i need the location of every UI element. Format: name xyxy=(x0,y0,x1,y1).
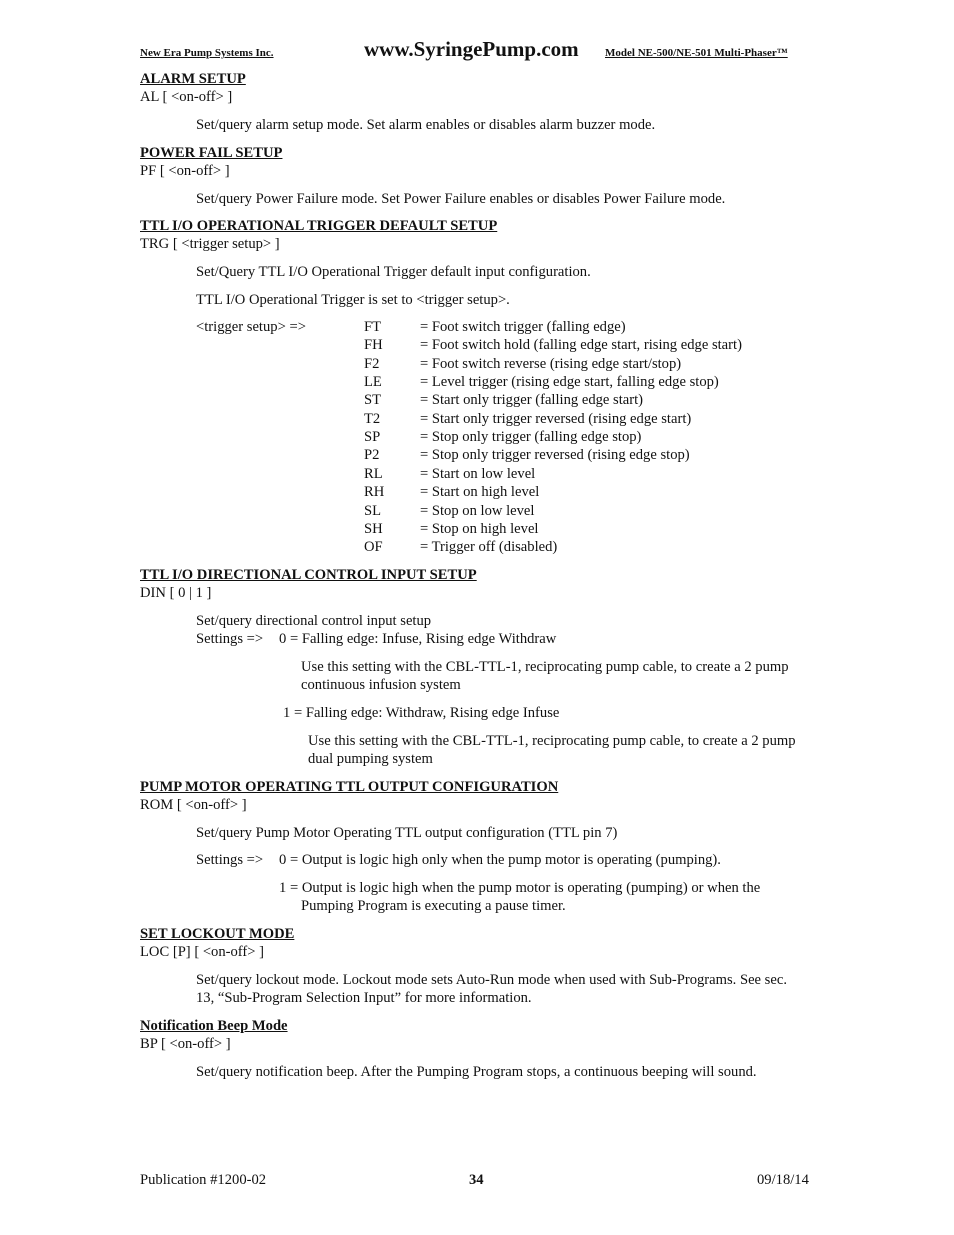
rom-option-0: 0 = Output is logic high only when the pump motor is operating (pumping). xyxy=(279,852,721,868)
rom-settings-label: Settings => xyxy=(196,852,264,868)
din-heading: TTL I/O DIRECTIONAL CONTROL INPUT SETUP xyxy=(140,567,477,583)
din-option-1-note-line-2: dual pumping system xyxy=(308,751,433,767)
din-settings-label: Settings => xyxy=(196,631,264,647)
footer-date: 09/18/14 xyxy=(757,1172,809,1188)
header-website: www.SyringePump.com xyxy=(364,37,579,61)
trigger-option-code: ST xyxy=(364,392,382,409)
trigger-option-code: RH xyxy=(364,484,385,501)
trigger-option-code: T2 xyxy=(364,410,381,427)
power-fail-description: Set/query Power Failure mode. Set Power Failure enables or disables Power Failure mode. xyxy=(196,191,726,207)
lockout-description-line-2: 13, “Sub-Program Selection Input” for more information. xyxy=(196,990,532,1006)
rom-heading: PUMP MOTOR OPERATING TTL OUTPUT CONFIGURATION xyxy=(140,779,559,795)
trigger-option-code: FH xyxy=(364,337,383,354)
trigger-option-code: SP xyxy=(364,429,381,446)
alarm-heading: ALARM SETUP xyxy=(140,71,246,87)
din-option-0: 0 = Falling edge: Infuse, Rising edge Withdraw xyxy=(279,631,557,647)
trigger-option-code: RL xyxy=(364,465,383,482)
rom-option-1-line-1: 1 = Output is logic high when the pump motor is operating (pumping) or when the xyxy=(279,880,761,896)
trigger-option-code: FT xyxy=(364,319,382,335)
trigger-option-code: P2 xyxy=(364,447,380,464)
trigger-option-description: = Foot switch trigger (falling edge) xyxy=(420,319,626,335)
trigger-option-description: = Stop on low level xyxy=(420,502,535,519)
trigger-option-code: SL xyxy=(364,502,382,519)
trigger-option-description: = Start on low level xyxy=(420,465,536,482)
rom-option-1-line-2: Pumping Program is executing a pause timer. xyxy=(301,898,566,914)
trigger-description-1: Set/Query TTL I/O Operational Trigger default input configuration. xyxy=(196,264,591,280)
din-syntax: DIN [ 0 | 1 ] xyxy=(140,585,212,601)
din-option-0-note-line-1: Use this setting with the CBL-TTL-1, reciprocating pump cable, to create a 2 pump xyxy=(301,659,789,675)
trigger-heading: TTL I/O OPERATIONAL TRIGGER DEFAULT SETUP xyxy=(140,218,498,234)
trigger-option-description: = Start only trigger reversed (rising edge start) xyxy=(420,410,692,427)
trigger-option-description: = Foot switch reverse (rising edge start/stop) xyxy=(420,355,682,372)
trigger-option-description: = Stop only trigger (falling edge stop) xyxy=(420,429,642,446)
trigger-description-2: TTL I/O Operational Trigger is set to <trigger setup>. xyxy=(196,292,510,308)
trigger-option-code: F2 xyxy=(364,355,380,372)
beep-syntax: BP [ <on-off> ] xyxy=(140,1036,231,1052)
din-option-0-note-line-2: continuous infusion system xyxy=(301,677,461,693)
lockout-description-line-1: Set/query lockout mode. Lockout mode sets Auto-Run mode when used with Sub-Programs. See sec. xyxy=(196,972,787,988)
trigger-option-description: = Level trigger (rising edge start, falling edge stop) xyxy=(420,374,719,391)
footer-page-number: 34 xyxy=(469,1172,484,1188)
header-company: New Era Pump Systems Inc. xyxy=(140,47,274,59)
alarm-description: Set/query alarm setup mode. Set alarm enables or disables alarm buzzer mode. xyxy=(196,117,656,133)
power-fail-syntax: PF [ <on-off> ] xyxy=(140,163,230,179)
trigger-option-code: OF xyxy=(364,539,383,556)
power-fail-heading: POWER FAIL SETUP xyxy=(140,145,283,161)
lockout-heading: SET LOCKOUT MODE xyxy=(140,926,295,942)
trigger-option-description: = Start on high level xyxy=(420,484,540,501)
trigger-option-code: SH xyxy=(364,520,383,537)
footer-publication: Publication #1200-02 xyxy=(140,1172,267,1188)
din-description: Set/query directional control input setup xyxy=(196,613,432,629)
trigger-option-description: = Foot switch hold (falling edge start, rising edge start) xyxy=(420,337,742,354)
trigger-setup-label: <trigger setup> => xyxy=(196,319,306,335)
alarm-syntax: AL [ <on-off> ] xyxy=(140,89,233,105)
header-model: Model NE-500/NE-501 Multi-Phaser™ xyxy=(605,47,788,59)
beep-heading: Notification Beep Mode xyxy=(140,1018,288,1034)
trigger-syntax: TRG [ <trigger setup> ] xyxy=(140,236,280,252)
din-option-1-note-line-1: Use this setting with the CBL-TTL-1, reciprocating pump cable, to create a 2 pump xyxy=(308,733,796,749)
rom-description: Set/query Pump Motor Operating TTL output configuration (TTL pin 7) xyxy=(196,825,618,841)
beep-description: Set/query notification beep. After the Pumping Program stops, a continuous beeping will sound. xyxy=(196,1064,757,1080)
trigger-option-description: = Stop on high level xyxy=(420,520,539,537)
rom-syntax: ROM [ <on-off> ] xyxy=(140,797,247,813)
trigger-option-code: LE xyxy=(364,374,382,391)
lockout-syntax: LOC [P] [ <on-off> ] xyxy=(140,944,265,960)
trigger-option-description: = Trigger off (disabled) xyxy=(420,539,558,556)
trigger-option-description: = Start only trigger (falling edge start) xyxy=(420,392,644,409)
din-option-1: 1 = Falling edge: Withdraw, Rising edge Infuse xyxy=(283,705,560,721)
trigger-option-description: = Stop only trigger reversed (rising edge stop) xyxy=(420,447,690,464)
